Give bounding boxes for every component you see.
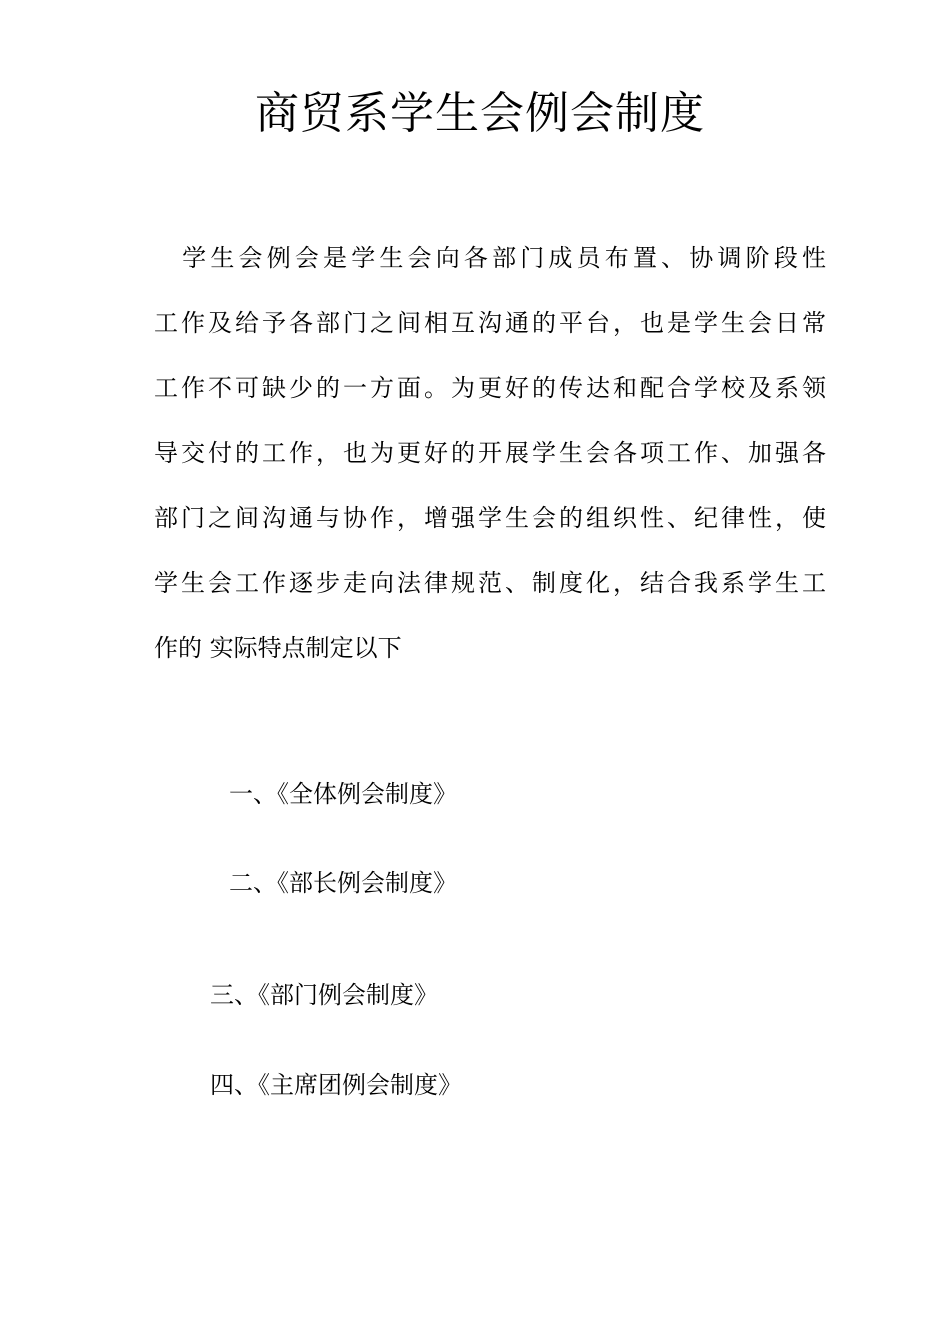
intro-paragraph [154,226,826,681]
paragraph-line: 工作不可缺少的一方面。为更好的传达和配合学校及系领 [154,374,826,402]
list-item-presidium-meeting: 四、《主席团例会制度》 [210,1071,462,1099]
paragraph-line: 学生会工作逐步走向法律规范、制度化，结合我系学生工 [154,569,826,597]
list-item-department-meeting: 三、《部门例会制度》 [210,981,438,1009]
paragraph-line: 导交付的工作，也为更好的开展学生会各项工作、加强各 [154,439,826,467]
list-item-all-hands-meeting: 一、《全体例会制度》 [229,780,457,808]
document-title: 商贸系学生会例会制度 [255,88,705,139]
paragraph-line: 作的 实际特点制定以下 [154,634,402,662]
list-item-minister-meeting: 二、《部长例会制度》 [229,869,457,897]
paragraph-line: 部门之间沟通与协作，增强学生会的组织性、纪律性，使 [154,504,826,532]
paragraph-line: 工作及给予各部门之间相互沟通的平台，也是学生会日常 [154,309,826,337]
paragraph-line: 学生会例会是学生会向各部门成员布置、协调阶段性 [154,244,826,272]
